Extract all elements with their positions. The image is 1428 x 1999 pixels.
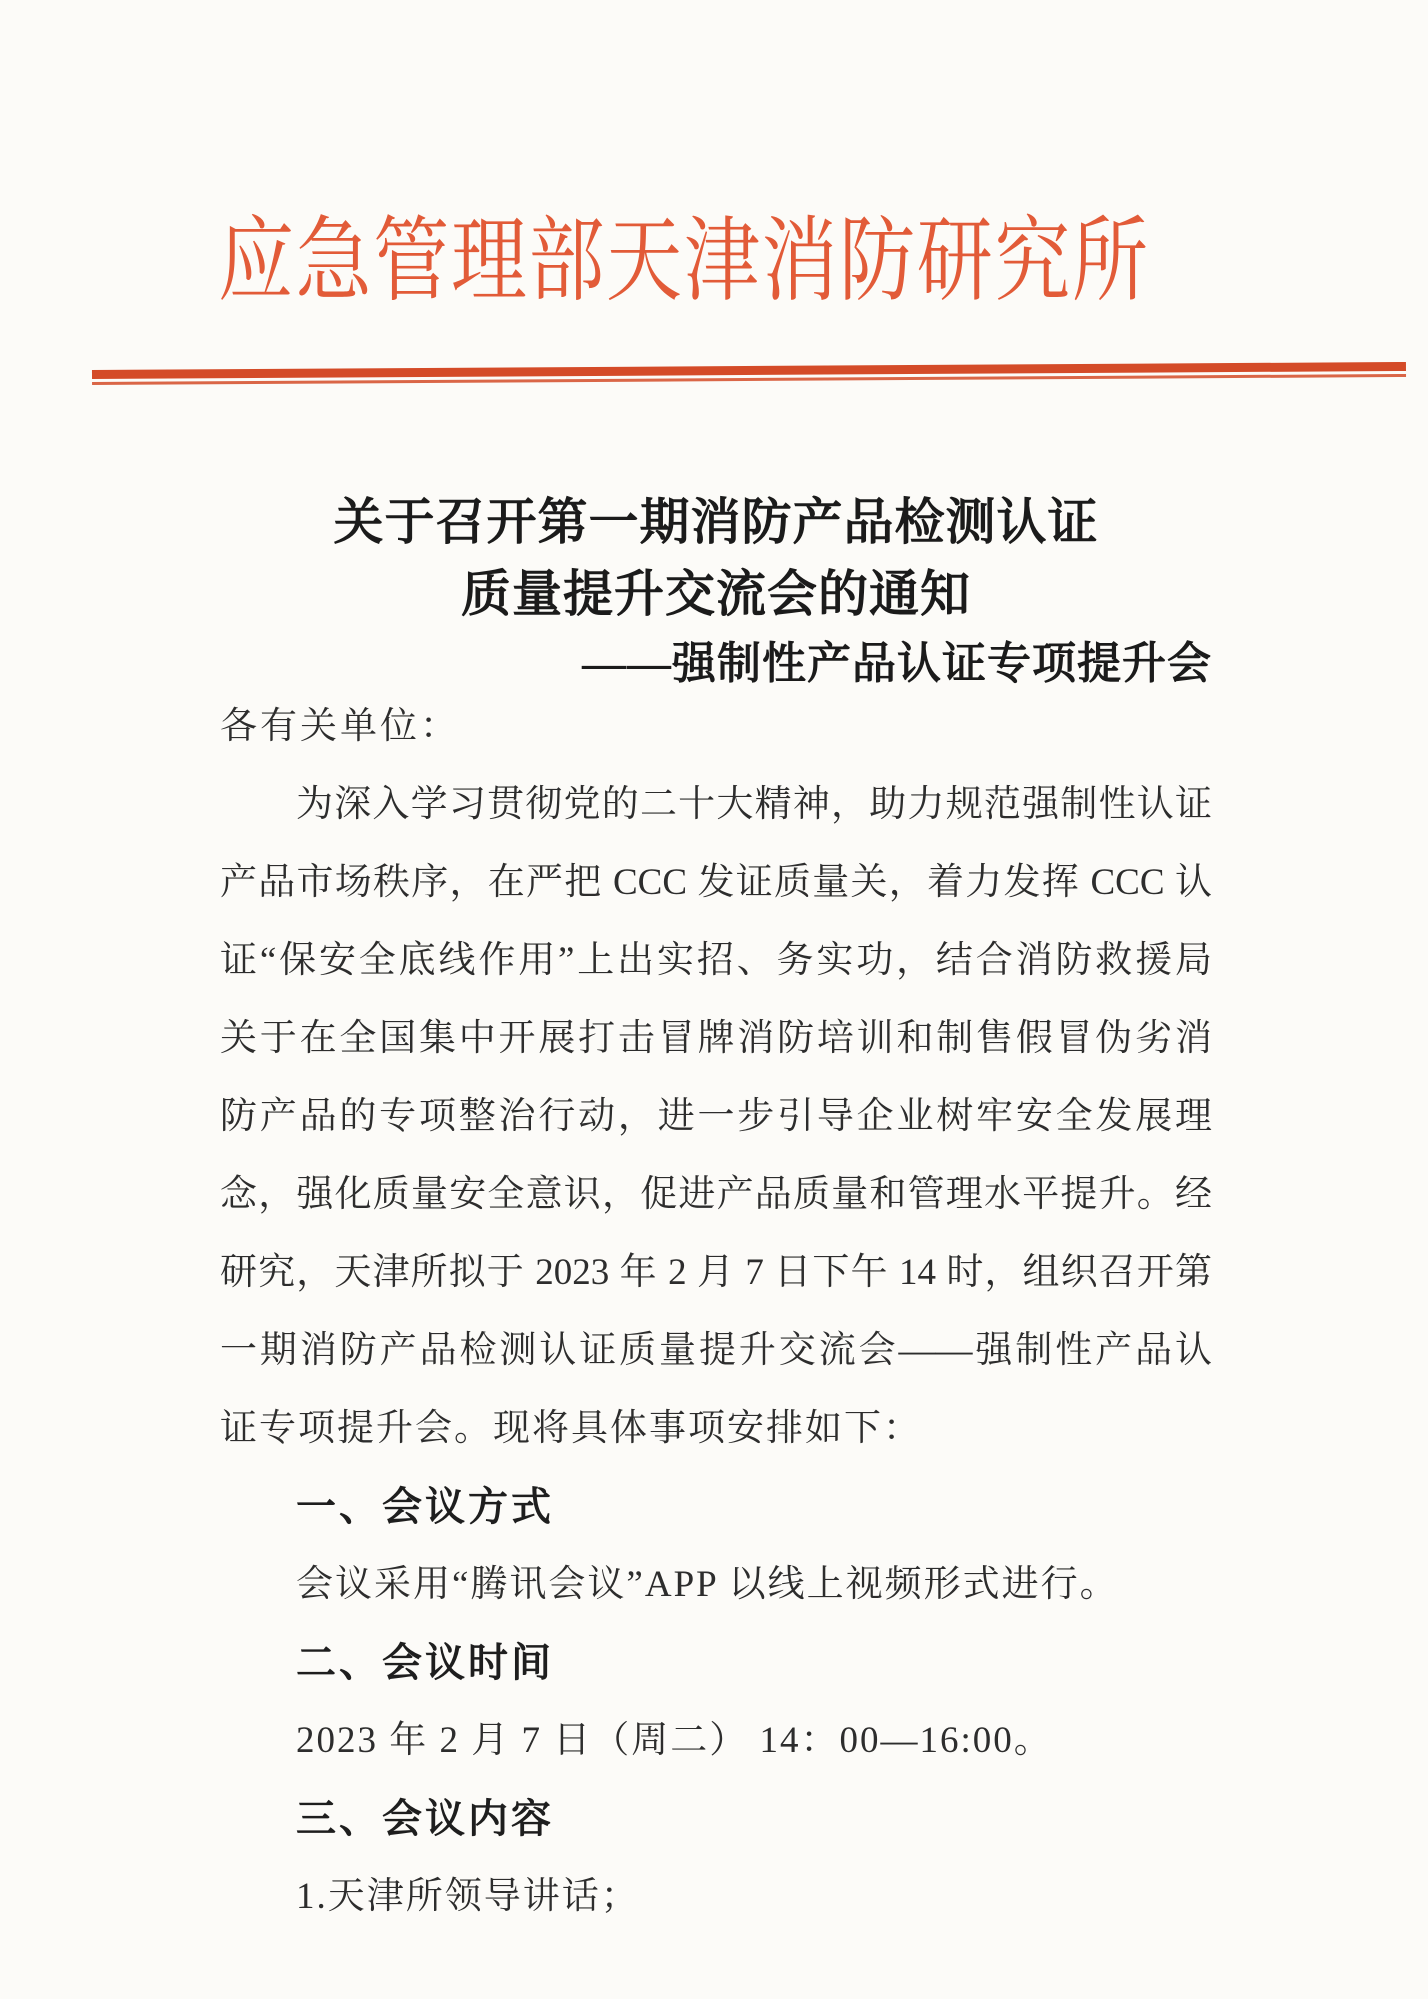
section-body-meeting-method: 会议采用“腾讯会议”APP 以线上视频形式进行。 (296, 1564, 1119, 1605)
body-line: 念，强化质量安全意识，促进产品质量和管理水平提升。经 (220, 1174, 1212, 1215)
letterhead-divider (92, 362, 1406, 385)
letterhead-title: 应急管理部天津消防研究所 (218, 210, 1148, 314)
body-line: 一期消防产品检测认证质量提升交流会——强制性产品认 (220, 1330, 1212, 1371)
title-line-1: 关于召开第一期消防产品检测认证 (333, 494, 1099, 550)
body-line: 为深入学习贯彻党的二十大精神，助力规范强制性认证 (296, 784, 1212, 825)
section-heading-meeting-method: 一、会议方式 (296, 1485, 554, 1529)
section-heading-meeting-time: 二、会议时间 (296, 1641, 554, 1685)
body-line: 防产品的专项整治行动，进一步引导企业树牢安全发展理 (220, 1096, 1212, 1137)
section-heading-meeting-content: 三、会议内容 (296, 1797, 554, 1841)
body-line: 产品市场秩序，在严把 CCC 发证质量关，着力发挥 CCC 认 (220, 862, 1212, 903)
section-body-meeting-time: 2023 年 2 月 7 日（周二） 14：00—16:00。 (296, 1720, 1053, 1761)
body-line: 证专项提升会。现将具体事项安排如下： (220, 1408, 922, 1449)
body-line: 关于在全国集中开展打击冒牌消防培训和制售假冒伪劣消 (220, 1018, 1212, 1059)
title-line-2: 质量提升交流会的通知 (461, 566, 971, 622)
body-line: 证“保安全底线作用”上出实招、务实功，结合消防救援局 (220, 940, 1212, 981)
document-title (220, 486, 1212, 696)
section-body-meeting-content-item-1: 1.天津所领导讲话； (296, 1876, 640, 1917)
title-subtitle: ——强制性产品认证专项提升会 (582, 639, 1212, 688)
salutation: 各有关单位： (220, 706, 460, 747)
body-line: 研究，天津所拟于 2023 年 2 月 7 日下午 14 时，组织召开第 (220, 1252, 1212, 1293)
document-body (220, 688, 1212, 1936)
